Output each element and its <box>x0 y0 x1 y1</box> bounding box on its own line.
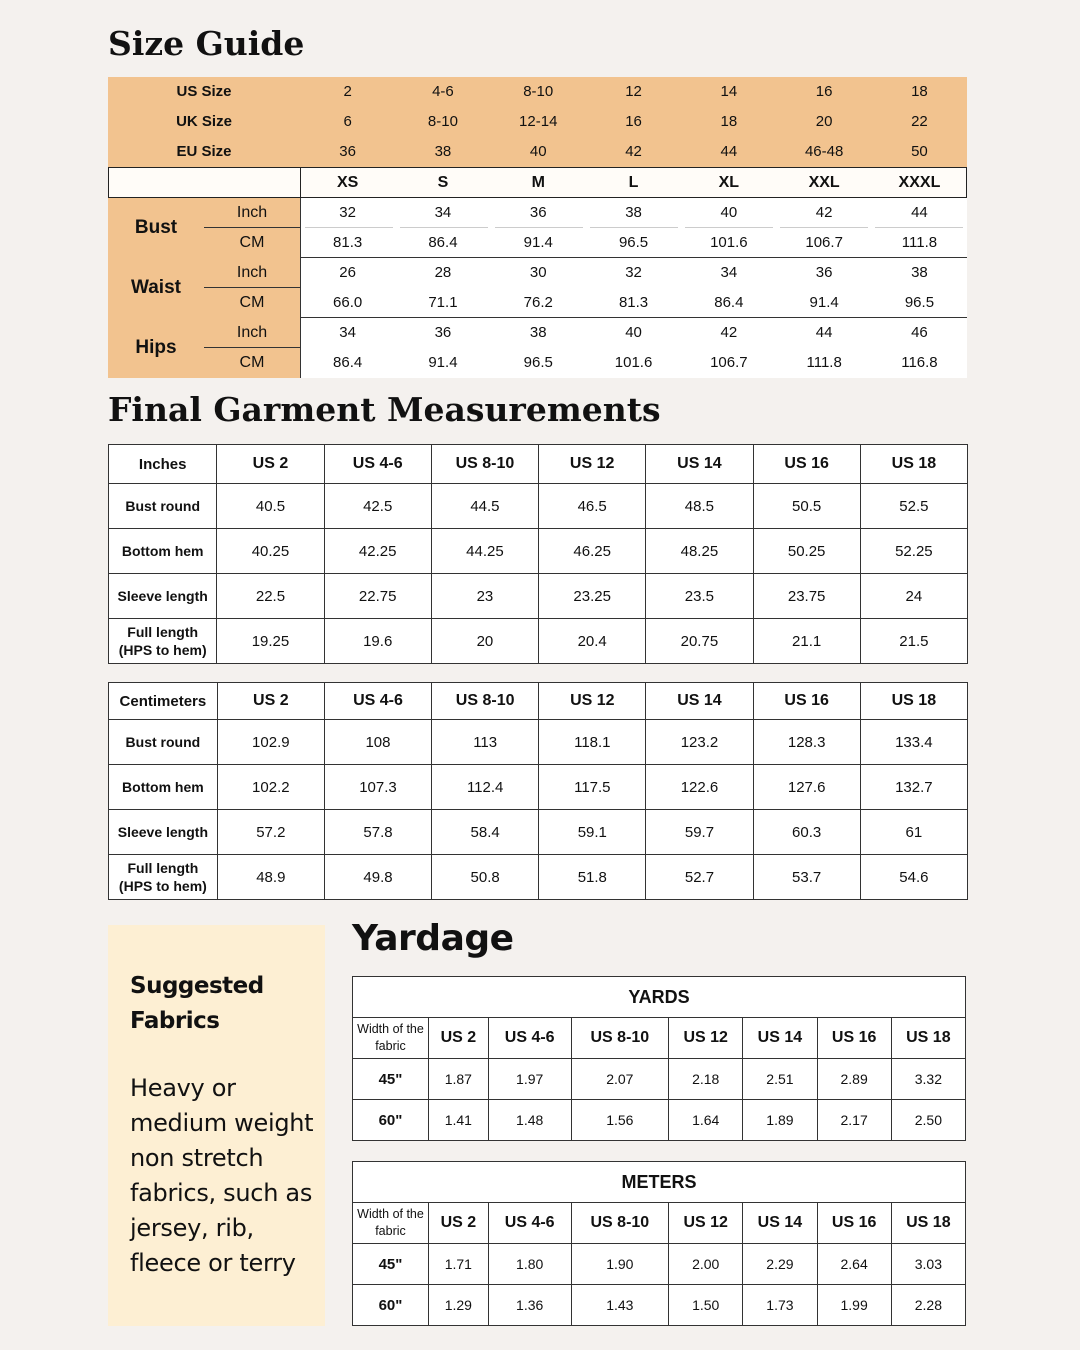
cell: 60.3 <box>753 810 860 855</box>
cell: 22.5 <box>217 574 324 619</box>
cell: 26 <box>339 264 356 281</box>
cell: 22.75 <box>324 574 431 619</box>
cell: 20.4 <box>539 619 646 664</box>
cell: 22 <box>911 113 928 130</box>
cell: 44.5 <box>431 484 538 529</box>
table-title-row <box>353 977 966 1018</box>
cell: 86.4 <box>333 354 363 371</box>
unit-header: Centimeters <box>109 683 218 720</box>
cell: 133.4 <box>860 720 967 765</box>
unit-label: CM <box>239 294 265 311</box>
cell: 1.99 <box>817 1285 891 1326</box>
cell: 48.25 <box>646 529 753 574</box>
table-header-row <box>109 683 968 720</box>
cell: 59.1 <box>539 810 646 855</box>
cell: 36 <box>529 204 547 221</box>
cell: 51.8 <box>539 855 646 900</box>
table-row <box>353 1285 966 1326</box>
cell: 46.5 <box>539 484 646 529</box>
cell: 36 <box>339 143 356 160</box>
table-row <box>109 484 968 529</box>
cell: 2.28 <box>891 1285 965 1326</box>
cell: 38 <box>625 204 642 221</box>
width-value: 45" <box>353 1244 429 1285</box>
row-header-line: Full length <box>127 859 199 876</box>
cell: 40 <box>625 324 642 341</box>
letter-size: XXL <box>808 174 840 191</box>
cell: 21.1 <box>753 619 860 664</box>
cell: 50.5 <box>753 484 860 529</box>
cell: 2.89 <box>817 1059 891 1100</box>
row-header: Bust round <box>109 484 217 529</box>
cell: 96.5 <box>618 234 649 251</box>
cell: 6 <box>343 113 352 130</box>
cell: 42.5 <box>324 484 431 529</box>
cell: 1.71 <box>429 1244 489 1285</box>
cell: 44.25 <box>431 529 538 574</box>
cell: 48.5 <box>646 484 753 529</box>
cell: 48.9 <box>217 855 324 900</box>
cell: 107.3 <box>324 765 431 810</box>
cell: 52.25 <box>860 529 967 574</box>
cell: 2.51 <box>743 1059 817 1100</box>
cell: 86.4 <box>714 294 744 311</box>
column-header: US 18 <box>860 445 967 484</box>
cell: 122.6 <box>646 765 753 810</box>
cell: 2.50 <box>891 1100 965 1141</box>
cell: 1.41 <box>429 1100 489 1141</box>
table-row <box>109 619 968 664</box>
table-header-row <box>109 445 968 484</box>
table-row <box>109 765 968 810</box>
cell: 1.87 <box>429 1059 489 1100</box>
row-header-line: (HPS to hem) <box>118 878 207 894</box>
table-title: YARDS <box>353 977 966 1018</box>
cell: 2.18 <box>669 1059 743 1100</box>
table-row <box>353 1244 966 1285</box>
column-header: US 12 <box>669 1203 743 1244</box>
cell: 21.5 <box>860 619 967 664</box>
cell: 76.2 <box>523 294 553 311</box>
cell: 20 <box>431 619 538 664</box>
cell: 57.2 <box>217 810 324 855</box>
row-header: Sleeve length <box>109 574 217 619</box>
table-header-row <box>353 1203 966 1244</box>
table-row <box>353 1100 966 1141</box>
yardage-yards-table <box>352 976 966 1141</box>
column-header: US 14 <box>743 1018 817 1059</box>
cell: 12-14 <box>519 113 558 130</box>
letter-size: XL <box>718 174 740 191</box>
cell: 8-10 <box>427 113 458 130</box>
column-header: US 16 <box>753 445 860 484</box>
letter-size-row <box>108 167 967 198</box>
cell: 42 <box>815 204 833 221</box>
cell: 40 <box>529 143 547 160</box>
row-header <box>109 855 218 900</box>
cell: 111.8 <box>901 234 938 251</box>
cell: 118.1 <box>539 720 646 765</box>
cell: 3.32 <box>891 1059 965 1100</box>
row-header-line: Full length <box>127 623 199 640</box>
table-row <box>109 574 968 619</box>
cell: 102.2 <box>217 765 324 810</box>
cell: 20 <box>815 113 833 130</box>
cell: 106.7 <box>805 234 843 251</box>
cell: 132.7 <box>860 765 967 810</box>
column-header: US 18 <box>891 1203 965 1244</box>
column-header: US 12 <box>539 683 646 720</box>
width-header: Width of the fabric <box>353 1018 429 1059</box>
body-measurements <box>108 198 967 378</box>
fabrics-title: Suggested Fabrics <box>130 973 264 1034</box>
cell: 23.25 <box>539 574 646 619</box>
table-row <box>109 855 968 900</box>
cell: 96.5 <box>904 294 935 311</box>
width-header: Width of the fabric <box>353 1203 429 1244</box>
cell: 50 <box>911 143 928 160</box>
cell: 116.8 <box>901 354 938 371</box>
table-header-row <box>353 1018 966 1059</box>
cell: 32 <box>339 204 356 221</box>
unit-label: CM <box>239 354 265 371</box>
cell: 44 <box>720 143 738 160</box>
bust-group <box>108 198 967 258</box>
cell: 23 <box>431 574 538 619</box>
column-header: US 8-10 <box>432 683 539 720</box>
cell: 34 <box>434 204 452 221</box>
width-value: 45" <box>353 1059 429 1100</box>
cell: 42 <box>625 143 642 160</box>
cell: 19.25 <box>217 619 324 664</box>
cell: 101.6 <box>710 234 748 251</box>
uk-size-row <box>108 107 967 137</box>
column-header: US 4-6 <box>488 1018 571 1059</box>
row-header <box>109 619 217 664</box>
cell: 2.29 <box>743 1244 817 1285</box>
cell: 23.5 <box>646 574 753 619</box>
cell: 50.25 <box>753 529 860 574</box>
column-header: US 16 <box>817 1203 891 1244</box>
cell: 58.4 <box>432 810 539 855</box>
cell: 34 <box>339 324 356 341</box>
waist-group <box>108 258 967 318</box>
cell: 28 <box>434 264 452 281</box>
cell: 2 <box>343 83 352 100</box>
cell: 1.56 <box>571 1100 668 1141</box>
column-header: US 14 <box>743 1203 817 1244</box>
cell: 14 <box>720 83 738 100</box>
cell: 12 <box>625 83 642 100</box>
cell: 16 <box>625 113 642 130</box>
cell: 8-10 <box>523 83 554 100</box>
cell: 96.5 <box>523 354 553 371</box>
cell: 59.7 <box>646 810 753 855</box>
group-label: Waist <box>131 277 181 298</box>
column-header: US 8-10 <box>571 1018 668 1059</box>
unit-label: CM <box>239 234 265 251</box>
cell: 19.6 <box>324 619 431 664</box>
cell: 101.6 <box>614 354 653 371</box>
row-header: Bottom hem <box>109 529 217 574</box>
table-row <box>353 1059 966 1100</box>
cell: 91.4 <box>428 354 458 371</box>
cell: 42.25 <box>324 529 431 574</box>
cell: 71.1 <box>428 294 458 311</box>
column-header: US 14 <box>646 683 753 720</box>
column-header: US 12 <box>669 1018 743 1059</box>
letter-size: XXXL <box>898 174 941 191</box>
cell: 16 <box>815 83 833 100</box>
column-header: US 8-10 <box>571 1203 668 1244</box>
cell: 1.64 <box>669 1100 743 1141</box>
fabrics-description: Heavy or medium weight non stretch fabrics, such as jersey, rib, fleece or terry <box>130 1074 314 1277</box>
cell: 2.64 <box>817 1244 891 1285</box>
cell: 1.48 <box>488 1100 571 1141</box>
cell: 117.5 <box>539 765 646 810</box>
cell: 91.4 <box>523 234 553 251</box>
column-header: US 16 <box>753 683 860 720</box>
cell: 23.75 <box>753 574 860 619</box>
letter-size: M <box>531 174 545 191</box>
size-guide-title: Size Guide <box>108 24 305 63</box>
cell: 38 <box>434 143 452 160</box>
cell: 2.07 <box>571 1059 668 1100</box>
cell: 91.4 <box>809 294 839 311</box>
cell: 18 <box>720 113 738 130</box>
cell: 40.5 <box>217 484 324 529</box>
cell: 32 <box>625 264 642 281</box>
size-guide-table <box>108 77 967 371</box>
column-header: US 4-6 <box>324 445 431 484</box>
divider <box>300 198 301 378</box>
cell: 34 <box>720 264 738 281</box>
cell: 36 <box>815 264 833 281</box>
cell: 1.80 <box>488 1244 571 1285</box>
cell: 66.0 <box>333 294 363 311</box>
column-header: US 4-6 <box>488 1203 571 1244</box>
cell: 111.8 <box>806 354 842 371</box>
table-row <box>109 529 968 574</box>
cell: 57.8 <box>324 810 431 855</box>
row-header-line: (HPS to hem) <box>118 642 207 658</box>
yardage-title: Yardage <box>352 918 514 959</box>
cell: 123.2 <box>646 720 753 765</box>
hips-group <box>108 318 967 378</box>
cell: 38 <box>911 264 928 281</box>
cell: 4-6 <box>432 83 454 100</box>
suggested-fabrics-box <box>108 925 325 1326</box>
cell: 30 <box>529 264 547 281</box>
column-header: US 16 <box>817 1018 891 1059</box>
cell: 46 <box>911 324 928 341</box>
cell: 46.25 <box>539 529 646 574</box>
garment-cm-table <box>108 682 968 900</box>
eu-size-row <box>108 137 967 167</box>
cell: 52.7 <box>646 855 753 900</box>
cell: 81.3 <box>333 234 363 251</box>
group-label: Bust <box>134 217 178 238</box>
yardage-meters-table <box>352 1161 966 1326</box>
column-header: US 18 <box>891 1018 965 1059</box>
cell: 1.43 <box>571 1285 668 1326</box>
cell: 113 <box>432 720 539 765</box>
row-label: US Size <box>176 83 232 100</box>
cell: 50.8 <box>432 855 539 900</box>
cell: 44 <box>911 204 928 221</box>
row-label: UK Size <box>176 113 232 130</box>
column-header: US 8-10 <box>431 445 538 484</box>
column-header: US 2 <box>217 445 324 484</box>
column-header: US 14 <box>646 445 753 484</box>
unit-label: Inch <box>236 324 268 341</box>
row-header: Bottom hem <box>109 765 218 810</box>
row-header: Sleeve length <box>109 810 218 855</box>
column-header: US 4-6 <box>324 683 431 720</box>
column-header: US 12 <box>539 445 646 484</box>
cell: 106.7 <box>710 354 748 371</box>
unit-label: Inch <box>236 264 268 281</box>
letter-size: L <box>628 174 639 191</box>
column-header: US 2 <box>429 1018 489 1059</box>
cell: 1.73 <box>743 1285 817 1326</box>
letter-size: XS <box>336 174 359 191</box>
cell: 108 <box>324 720 431 765</box>
table-row <box>109 720 968 765</box>
final-garment-title: Final Garment Measurements <box>108 390 661 429</box>
group-label: Hips <box>135 337 177 358</box>
cell: 52.5 <box>860 484 967 529</box>
cell: 42 <box>720 324 738 341</box>
cell: 18 <box>911 83 928 100</box>
cell: 49.8 <box>324 855 431 900</box>
cell: 1.36 <box>488 1285 571 1326</box>
cell: 1.89 <box>743 1100 817 1141</box>
column-header: US 2 <box>429 1203 489 1244</box>
column-header: US 2 <box>217 683 324 720</box>
table-row <box>109 810 968 855</box>
cell: 44 <box>815 324 833 341</box>
cell: 61 <box>860 810 967 855</box>
cell: 102.9 <box>217 720 324 765</box>
cell: 24 <box>860 574 967 619</box>
unit-header: Inches <box>109 445 217 484</box>
cell: 127.6 <box>753 765 860 810</box>
cell: 86.4 <box>428 234 458 251</box>
cell: 81.3 <box>618 294 649 311</box>
size-conversion-header <box>108 77 967 167</box>
cell: 54.6 <box>860 855 967 900</box>
cell: 40.25 <box>217 529 324 574</box>
us-size-row <box>108 77 967 107</box>
table-title-row <box>353 1162 966 1203</box>
garment-inches-table <box>108 444 968 664</box>
cell: 1.90 <box>571 1244 668 1285</box>
cell: 40 <box>720 204 738 221</box>
cell: 20.75 <box>646 619 753 664</box>
row-header: Bust round <box>109 720 218 765</box>
cell: 3.03 <box>891 1244 965 1285</box>
width-value: 60" <box>353 1100 429 1141</box>
cell: 1.50 <box>669 1285 743 1326</box>
unit-label: Inch <box>236 204 268 221</box>
cell: 53.7 <box>753 855 860 900</box>
cell: 1.29 <box>429 1285 489 1326</box>
cell: 2.00 <box>669 1244 743 1285</box>
cell: 1.97 <box>488 1059 571 1100</box>
cell: 112.4 <box>432 765 539 810</box>
width-value: 60" <box>353 1285 429 1326</box>
cell: 38 <box>529 324 547 341</box>
cell: 36 <box>434 324 452 341</box>
cell: 2.17 <box>817 1100 891 1141</box>
cell: 46-48 <box>804 143 844 160</box>
cell: 128.3 <box>753 720 860 765</box>
letter-size: S <box>437 174 449 191</box>
column-header: US 18 <box>860 683 967 720</box>
row-label: EU Size <box>176 143 232 160</box>
table-title: METERS <box>353 1162 966 1203</box>
